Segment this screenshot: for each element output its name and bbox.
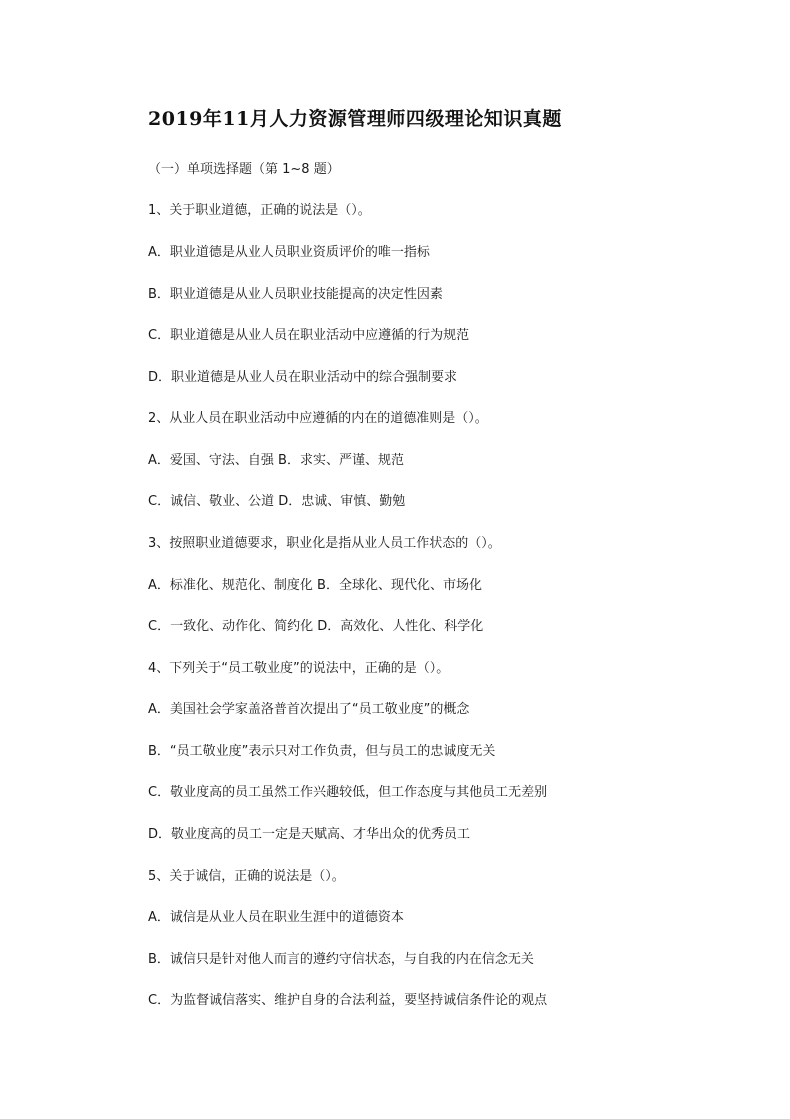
question-3-options-cd: C．一致化、动作化、简约化 D．高效化、人性化、科学化 <box>148 619 484 634</box>
question-1-option-c: C．职业道德是从业人员在职业活动中应遵循的行为规范 <box>148 328 470 343</box>
question-2: 2、从业人员在职业活动中应遵循的内在的道德准则是（）。 <box>148 411 488 426</box>
question-2-options-cd: C．诚信、敬业、公道 D．忠诚、审慎、勤勉 <box>148 494 406 509</box>
question-2-options-ab: A．爱国、守法、自强 B．求实、严谨、规范 <box>148 453 404 468</box>
question-1-option-b: B．职业道德是从业人员职业技能提高的决定性因素 <box>148 287 443 302</box>
question-4-option-a: A．美国社会学家盖洛普首次提出了“员工敬业度”的概念 <box>148 702 470 717</box>
question-5-option-c: C．为监督诚信落实、维护自身的合法利益，要坚持诚信条件论的观点 <box>148 993 548 1008</box>
question-1: 1、关于职业道德，正确的说法是（）。 <box>148 203 371 218</box>
question-4-option-c: C．敬业度高的员工虽然工作兴趣较低，但工作态度与其他员工无差别 <box>148 785 548 800</box>
question-4-option-b: B．“员工敬业度”表示只对工作负责，但与员工的忠诚度无关 <box>148 744 496 759</box>
question-5-option-b: B．诚信只是针对他人而言的遵约守信状态，与自我的内在信念无关 <box>148 952 534 967</box>
question-1-option-a: A．职业道德是从业人员职业资质评价的唯一指标 <box>148 245 430 260</box>
question-3-options-ab: A．标准化、规范化、制度化 B．全球化、现代化、市场化 <box>148 578 482 593</box>
question-4: 4、下列关于“员工敬业度”的说法中，正确的是（）。 <box>148 661 450 676</box>
section-heading: （一）单项选择题（第 1~8 题） <box>148 162 340 177</box>
question-5-option-a: A．诚信是从业人员在职业生涯中的道德资本 <box>148 910 404 925</box>
document-title: 2019年11月人力资源管理师四级理论知识真题 <box>148 108 562 130</box>
question-4-option-d: D．敬业度高的员工一定是天赋高、才华出众的优秀员工 <box>148 827 471 842</box>
question-3: 3、按照职业道德要求，职业化是指从业人员工作状态的（）。 <box>148 536 501 551</box>
question-5: 5、关于诚信，正确的说法是（）。 <box>148 869 345 884</box>
question-1-option-d: D．职业道德是从业人员在职业活动中的综合强制要求 <box>148 370 458 385</box>
